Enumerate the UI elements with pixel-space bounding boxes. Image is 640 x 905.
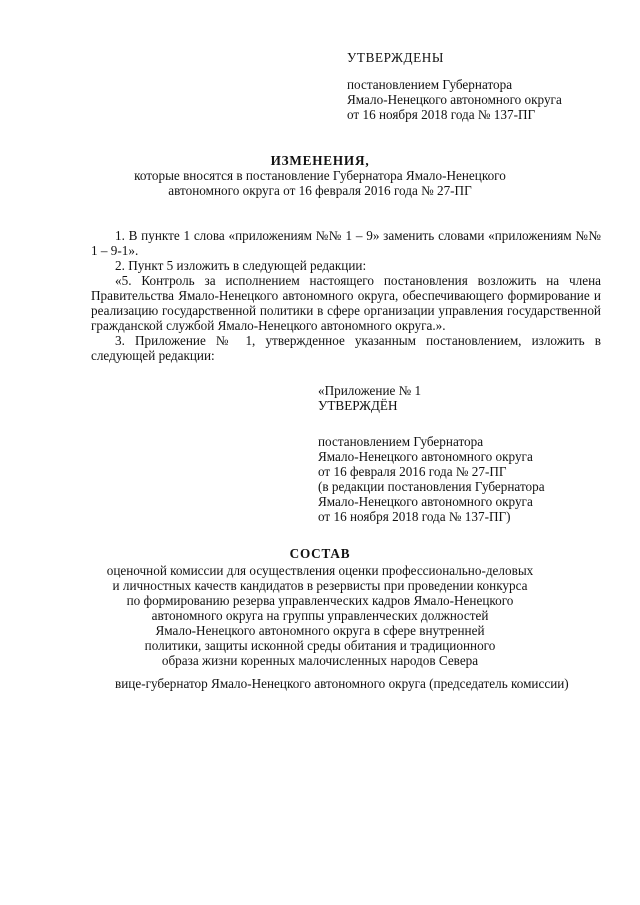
changes-title-block	[0, 153, 640, 198]
paragraph-2: 2. Пункт 5 изложить в следующей редакции:	[115, 258, 367, 273]
appendix-approved: УТВЕРЖДЁН	[318, 398, 398, 413]
changes-body	[91, 228, 601, 363]
member-list	[91, 676, 601, 691]
approved-line: Ямало-Ненецкого автономного округа	[347, 92, 562, 107]
appendix-line: Ямало-Ненецкого автономного округа	[318, 449, 533, 464]
member-entry: вице-губернатор Ямало-Ненецкого автономного округа (председатель комиссии)	[115, 676, 569, 691]
appendix-line: от 16 февраля 2016 года № 27-ПГ	[318, 464, 507, 479]
composition-line: по формированию резерва управленческих кадров Ямало-Ненецкого	[126, 593, 514, 608]
approved-line: от 16 ноября 2018 года № 137-ПГ	[347, 107, 536, 122]
composition-line: автономного округа на группы управленческих должностей	[151, 608, 489, 623]
paragraph-quote: «5. Контроль за исполнением настоящего постановления возложить на члена Правительства Ямало-Ненецкого автономного округа, обеспечивающего формирование и реализацию государственной политики в сфере организации управления государственной гражданской службой Ямало-Ненецкого автономного округа.».	[91, 273, 601, 333]
composition-line: образа жизни коренных малочисленных народов Севера	[161, 653, 479, 668]
changes-subtitle-line: которые вносятся в постановление Губернатора Ямало-Ненецкого	[134, 168, 506, 183]
composition-title-block	[0, 546, 640, 668]
appendix-line: от 16 ноября 2018 года № 137-ПГ)	[318, 509, 511, 524]
approved-heading: УТВЕРЖДЕНЫ	[347, 50, 445, 65]
composition-line: Ямало-Ненецкого автономного округа в сфере внутренней	[155, 623, 485, 638]
appendix-line: постановлением Губернатора	[318, 434, 484, 449]
appendix-number: «Приложение № 1	[318, 383, 422, 398]
appendix-line: (в редакции постановления Губернатора	[318, 479, 545, 494]
appendix-stamp	[318, 383, 618, 524]
composition-line: политики, защиты исконной среды обитания и традиционного	[144, 638, 496, 653]
approval-stamp	[347, 50, 617, 122]
composition-line: оценочной комиссии для осуществления оценки профессионально-деловых	[106, 563, 534, 578]
paragraph-1: 1. В пункте 1 слова «приложениям №№ 1 – 9» заменить словами «приложениям №№ 1 – 9-1».	[91, 228, 601, 258]
changes-subtitle-line: автономного округа от 16 февраля 2016 года № 27-ПГ	[168, 183, 472, 198]
appendix-line: Ямало-Ненецкого автономного округа	[318, 494, 533, 509]
approved-line: постановлением Губернатора	[347, 77, 513, 92]
changes-title: ИЗМЕНЕНИЯ,	[270, 153, 370, 168]
paragraph-3: 3. Приложение № 1, утвержденное указанным постановлением, изложить в следующей редакции:	[91, 333, 601, 363]
composition-line: и личностных качеств кандидатов в резервисты при проведении конкурса	[112, 578, 528, 593]
composition-title: СОСТАВ	[289, 546, 351, 561]
